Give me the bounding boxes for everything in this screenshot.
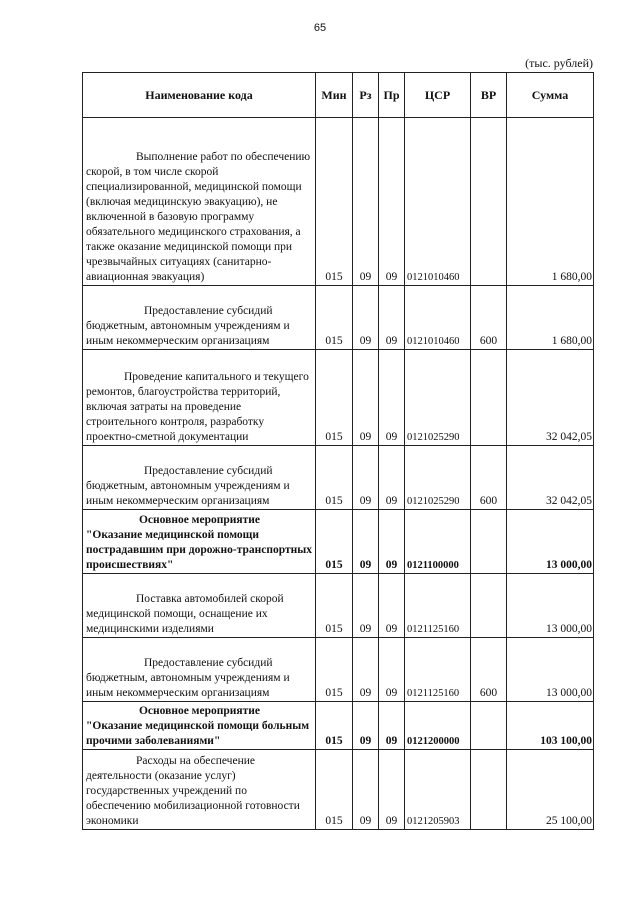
row-rz: 09 xyxy=(353,446,379,510)
row-rz: 09 xyxy=(353,638,379,702)
row-sum: 13 000,00 xyxy=(507,574,594,638)
row-min: 015 xyxy=(316,574,353,638)
row-name: Проведение капитального и текущего ремонтов, благоустройства территорий, включая затраты на проведение строительного контроля, разработку проектно-сметной документации xyxy=(83,350,316,446)
row-min: 015 xyxy=(316,638,353,702)
row-sum: 13 000,00 xyxy=(507,510,594,574)
row-min: 015 xyxy=(316,350,353,446)
row-rz: 09 xyxy=(353,702,379,750)
row-vr xyxy=(471,510,507,574)
row-csr: 0121125160 xyxy=(405,574,471,638)
row-name xyxy=(83,702,316,750)
row-sum: 13 000,00 xyxy=(507,638,594,702)
row-pr: 09 xyxy=(379,750,405,830)
row-vr xyxy=(471,350,507,446)
row-name: Выполнение работ по обеспечению скорой, в том числе скорой специализированной, медицинской помощи (включая медицинскую эвакуацию), не включенной в базовую программу обязательного медицинского страхования, а также оказание медицинской помощи при чрезвычайных ситуациях (санитарно-авиационная эвакуация) xyxy=(83,118,316,286)
row-name: Предоставление субсидий бюджетным, автономным учреждениям и иным некоммерческим организациям xyxy=(83,446,316,510)
header-pr: Пр xyxy=(379,73,405,118)
row-min: 015 xyxy=(316,118,353,286)
row-rz: 09 xyxy=(353,350,379,446)
row-rz: 09 xyxy=(353,286,379,350)
row-vr xyxy=(471,574,507,638)
row-rz: 09 xyxy=(353,574,379,638)
row-sum: 103 100,00 xyxy=(507,702,594,750)
row-csr: 0121010460 xyxy=(405,118,471,286)
row-vr: 600 xyxy=(471,446,507,510)
page-number: 65 xyxy=(313,22,327,34)
row-min: 015 xyxy=(316,446,353,510)
row-pr: 09 xyxy=(379,446,405,510)
row-name-heading: Основное мероприятие xyxy=(138,514,261,526)
row-csr: 0121025290 xyxy=(405,350,471,446)
row-csr: 0121025290 xyxy=(405,446,471,510)
row-name: Предоставление субсидий бюджетным, автономным учреждениям и иным некоммерческим организациям xyxy=(83,286,316,350)
row-name-heading: Основное мероприятие xyxy=(138,705,261,717)
row-pr: 09 xyxy=(379,574,405,638)
row-pr: 09 xyxy=(379,638,405,702)
row-min: 015 xyxy=(316,510,353,574)
row-vr xyxy=(471,750,507,830)
row-name: Расходы на обеспечение деятельности (оказание услуг) государственных учреждений по обеспечению мобилизационной готовности экономики xyxy=(83,750,316,830)
row-vr: 600 xyxy=(471,286,507,350)
row-vr xyxy=(471,702,507,750)
row-name: Поставка автомобилей скорой медицинской помощи, оснащение их медицинскими изделиями xyxy=(83,574,316,638)
units-label: (тыс. рублей) xyxy=(525,56,593,70)
row-min: 015 xyxy=(316,702,353,750)
row-pr: 09 xyxy=(379,702,405,750)
row-csr: 0121200000 xyxy=(405,702,471,750)
table-row xyxy=(83,638,594,702)
table-row xyxy=(83,446,594,510)
table-row xyxy=(83,702,594,750)
row-pr: 09 xyxy=(379,286,405,350)
header-name: Наименование кода xyxy=(83,73,316,118)
budget-table xyxy=(82,72,594,830)
table-row xyxy=(83,750,594,830)
header-row xyxy=(83,73,594,118)
row-rz: 09 xyxy=(353,510,379,574)
row-csr: 0121100000 xyxy=(405,510,471,574)
header-sum: Сумма xyxy=(507,73,594,118)
row-name-title: "Оказание медицинской помощи пострадавшим при дорожно-транспортных происшествиях" xyxy=(86,529,313,571)
row-sum: 1 680,00 xyxy=(507,118,594,286)
header-min: Мин xyxy=(316,73,353,118)
table-row xyxy=(83,118,594,286)
table-row xyxy=(83,286,594,350)
table-row xyxy=(83,350,594,446)
row-rz: 09 xyxy=(353,750,379,830)
table-row xyxy=(83,574,594,638)
header-vr: ВР xyxy=(471,73,507,118)
row-pr: 09 xyxy=(379,510,405,574)
header-rz: Рз xyxy=(353,73,379,118)
row-pr: 09 xyxy=(379,118,405,286)
row-name: Предоставление субсидий бюджетным, автономным учреждениям и иным некоммерческим организациям xyxy=(83,638,316,702)
row-sum: 32 042,05 xyxy=(507,350,594,446)
row-vr: 600 xyxy=(471,638,507,702)
header-csr: ЦСР xyxy=(405,73,471,118)
row-csr: 0121125160 xyxy=(405,638,471,702)
row-name-title: "Оказание медицинской помощи больным прочими заболеваниями" xyxy=(86,720,310,747)
row-name xyxy=(83,510,316,574)
row-min: 015 xyxy=(316,750,353,830)
row-sum: 1 680,00 xyxy=(507,286,594,350)
row-rz: 09 xyxy=(353,118,379,286)
row-min: 015 xyxy=(316,286,353,350)
row-sum: 32 042,05 xyxy=(507,446,594,510)
row-pr: 09 xyxy=(379,350,405,446)
row-sum: 25 100,00 xyxy=(507,750,594,830)
row-vr xyxy=(471,118,507,286)
row-csr: 0121205903 xyxy=(405,750,471,830)
table-row xyxy=(83,510,594,574)
row-csr: 0121010460 xyxy=(405,286,471,350)
